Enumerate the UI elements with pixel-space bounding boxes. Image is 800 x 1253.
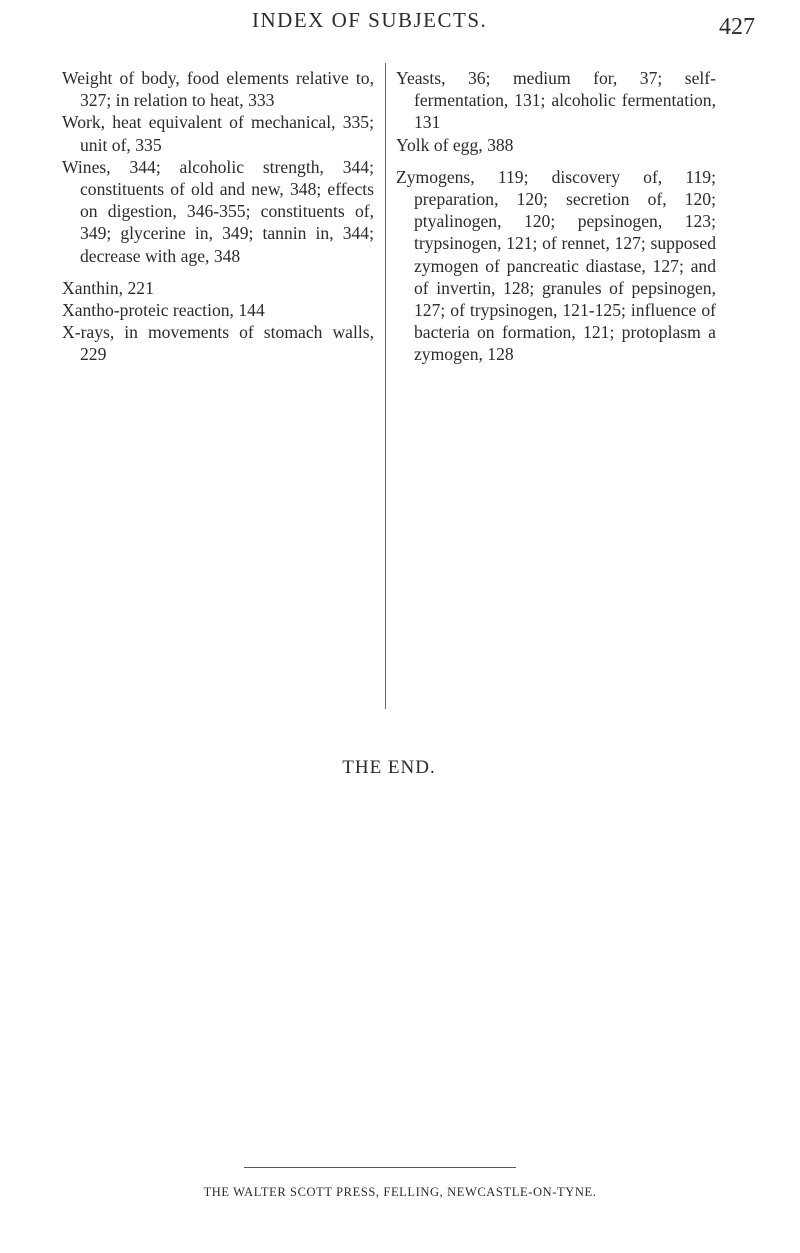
page-number: 427: [719, 14, 755, 40]
index-entry: Wines, 344; alcoholic strength, 344; constituents of old and new, 348; effects on digestion, 346-355; constituents of, 349; glycerine in, 349; tannin in, 344; decrease with age, 348: [62, 156, 374, 266]
index-entry: Work, heat equivalent of mechanical, 335; unit of, 335: [62, 112, 374, 155]
left-column: [62, 67, 374, 376]
index-entry: Xanthin, 221: [62, 277, 154, 298]
index-entry: Xantho-proteic reaction, 144: [62, 300, 265, 321]
end-mark: THE END.: [342, 757, 436, 778]
index-entry: Zymogens, 119; discovery of, 119; preparation, 120; secretion of, 120; ptyalinogen, 120; pepsinogen, 123; trypsinogen, 121; of rennet, 127; supposed zymogen of pancreatic diastase, 127; and of invertin, 128; granules of pepsinogen, 127; of trypsinogen, 121-125; influence of bacteria on formation, 121; protoplasm a zymogen, 128: [396, 166, 716, 365]
running-title: INDEX OF SUBJECTS.: [252, 8, 488, 32]
index-group-x: [62, 277, 374, 366]
imprint-rule: [244, 1167, 516, 1168]
printer-imprint: THE WALTER SCOTT PRESS, FELLING, NEWCASTLE-ON-TYNE.: [203, 1185, 597, 1199]
running-head: [0, 8, 800, 48]
index-entry: Weight of body, food elements relative to, 327; in relation to heat, 333: [62, 68, 374, 111]
index-entry: Yeasts, 36; medium for, 37; self-fermentation, 131; alcoholic fermentation, 131: [396, 68, 716, 133]
column-divider: [385, 63, 386, 709]
right-column: [396, 67, 716, 376]
index-group-y: [396, 67, 716, 156]
index-group-z: [396, 166, 716, 366]
index-group-w: [62, 67, 374, 267]
index-entry: Yolk of egg, 388: [396, 134, 514, 155]
index-entry: X-rays, in movements of stomach walls, 229: [62, 322, 374, 365]
